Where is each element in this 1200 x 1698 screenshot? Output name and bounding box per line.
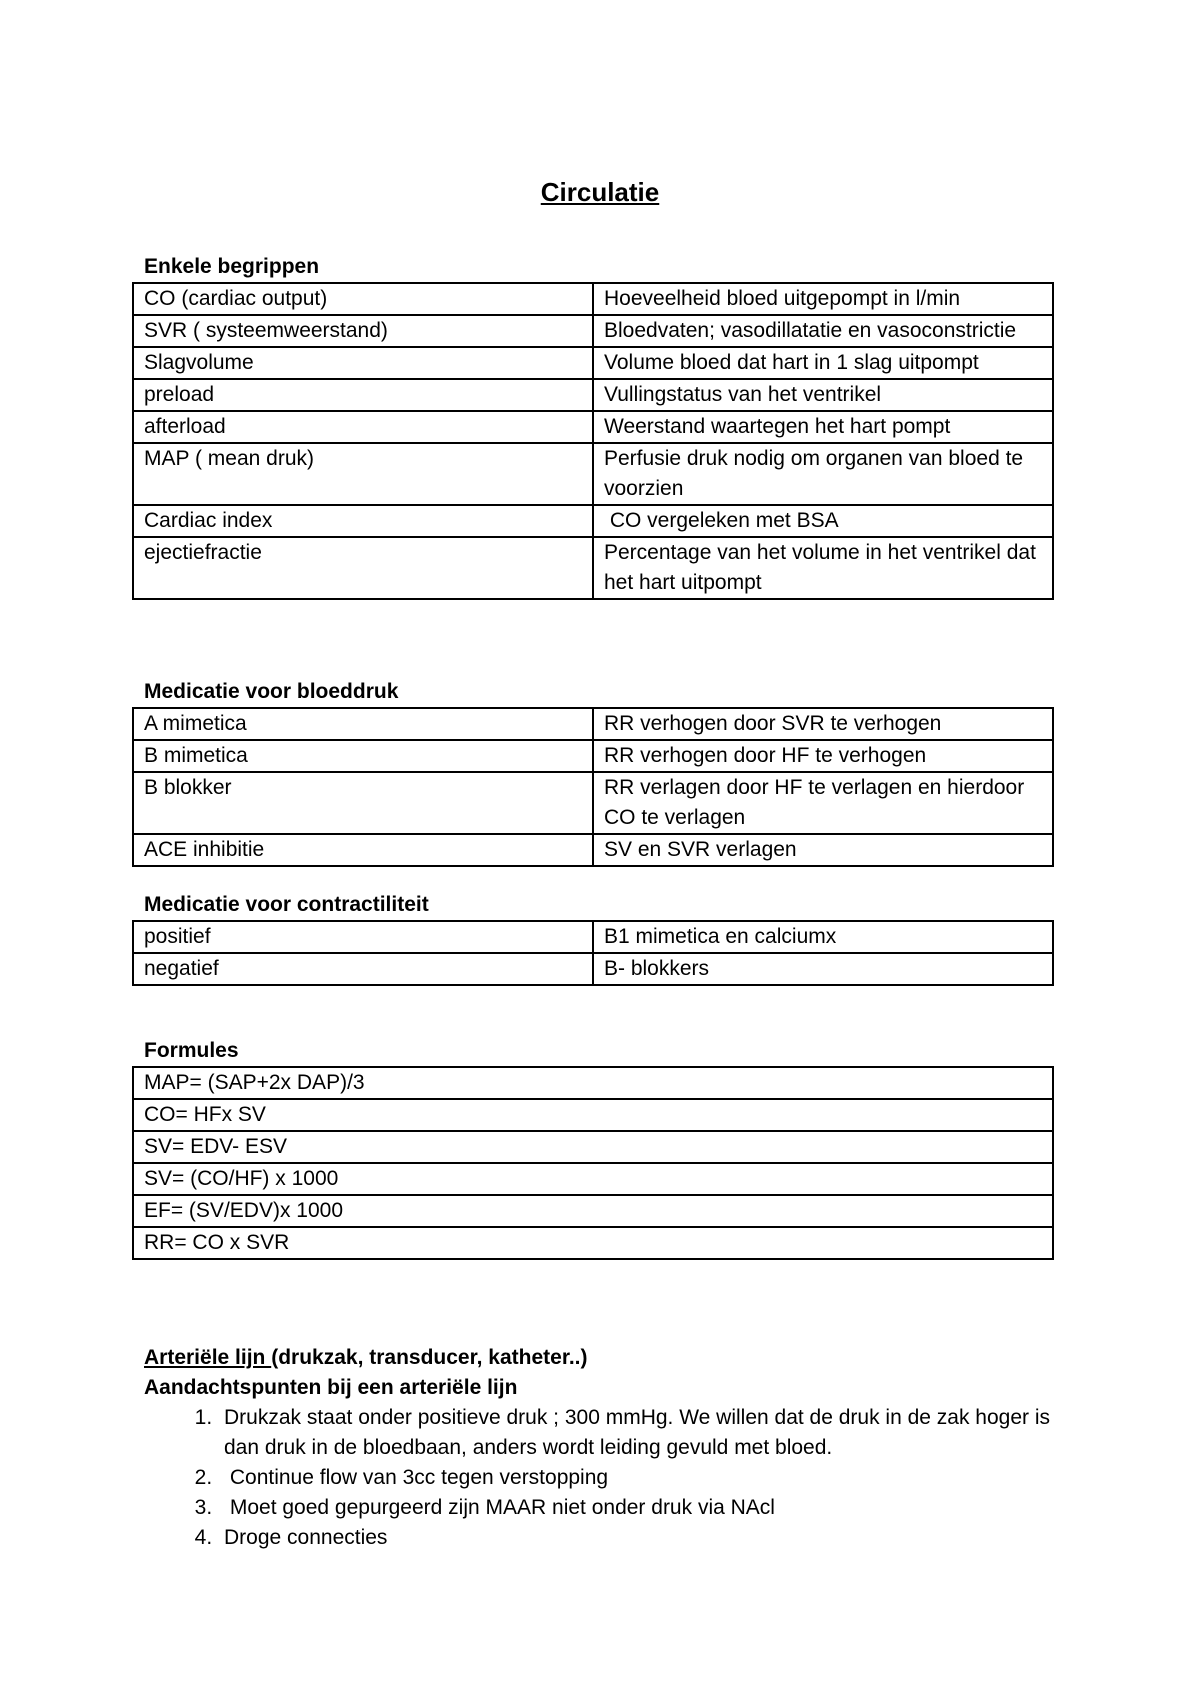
table-row [133, 834, 1053, 866]
term-cell: MAP ( mean druk) [133, 443, 593, 505]
table-row [133, 315, 1053, 347]
formules-table [132, 1066, 1054, 1260]
drug-cell: B- blokkers [593, 953, 1053, 985]
contractiliteit-heading: Medicatie voor contractiliteit [144, 893, 429, 916]
table-row [133, 953, 1053, 985]
effect-cell: RR verhogen door SVR te verhogen [593, 708, 1053, 740]
definition-cell: Bloedvaten; vasodillatatie en vasoconstrictie [593, 315, 1053, 347]
formula-cell: EF= (SV/EDV)x 1000 [133, 1195, 1053, 1227]
table-row [133, 443, 1053, 505]
page-title: Circulatie [540, 177, 660, 207]
drug-cell: ACE inhibitie [133, 834, 593, 866]
term-cell: CO (cardiac output) [133, 283, 593, 315]
formula-cell: RR= CO x SVR [133, 1227, 1053, 1259]
bloeddruk-table [132, 707, 1054, 867]
table-row [133, 921, 1053, 953]
table-row [133, 283, 1053, 315]
term-cell: SVR ( systeemweerstand) [133, 315, 593, 347]
list-item: 4. Droge connecties [218, 1523, 1054, 1553]
contractiliteit-table [132, 920, 1054, 986]
table-row [133, 708, 1053, 740]
definition-cell: Volume bloed dat hart in 1 slag uitpompt [593, 347, 1053, 379]
table-row [133, 411, 1053, 443]
arterieel-section [132, 1343, 1054, 1553]
begrippen-section [132, 252, 1054, 600]
table-row [133, 740, 1053, 772]
table-row [133, 1067, 1053, 1099]
formules-heading: Formules [144, 1039, 239, 1062]
term-cell: Slagvolume [133, 347, 593, 379]
effect-cell: RR verlagen door HF te verlagen en hierdoor CO te verlagen [593, 772, 1053, 834]
term-cell: Cardiac index [133, 505, 593, 537]
effect-cell: SV en SVR verlagen [593, 834, 1053, 866]
definition-cell: Percentage van het volume in het ventrikel dat het hart uitpompt [593, 537, 1053, 599]
effect-type-cell: positief [133, 921, 593, 953]
definition-cell: CO vergeleken met BSA [593, 505, 1053, 537]
formules-section [132, 1036, 1054, 1260]
term-cell: afterload [133, 411, 593, 443]
arterieel-heading-rest: (drukzak, transducer, katheter..) [271, 1346, 588, 1369]
aandachtspunten-list [132, 1403, 1054, 1553]
table-row [133, 505, 1053, 537]
table-row [133, 1163, 1053, 1195]
drug-cell: B blokker [133, 772, 593, 834]
bloeddruk-section [132, 677, 1054, 867]
arterieel-heading-underlined: Arteriële lijn [144, 1346, 272, 1369]
definition-cell: Hoeveelheid bloed uitgepompt in l/min [593, 283, 1053, 315]
begrippen-heading: Enkele begrippen [144, 255, 320, 278]
arterieel-heading [132, 1343, 1054, 1373]
table-row [133, 1131, 1053, 1163]
begrippen-table [132, 282, 1054, 600]
formula-cell: MAP= (SAP+2x DAP)/3 [133, 1067, 1053, 1099]
table-row [133, 347, 1053, 379]
formula-cell: SV= EDV- ESV [133, 1131, 1053, 1163]
effect-type-cell: negatief [133, 953, 593, 985]
definition-cell: Perfusie druk nodig om organen van bloed te voorzien [593, 443, 1053, 505]
table-row [133, 1195, 1053, 1227]
table-row [133, 1227, 1053, 1259]
definition-cell: Vullingstatus van het ventrikel [593, 379, 1053, 411]
contractiliteit-section [132, 890, 1054, 986]
formula-cell: SV= (CO/HF) x 1000 [133, 1163, 1053, 1195]
table-row [133, 537, 1053, 599]
bloeddruk-heading: Medicatie voor bloeddruk [144, 680, 399, 703]
table-row [133, 379, 1053, 411]
list-item: 3. Moet goed gepurgeerd zijn MAAR niet onder druk via NAcl [218, 1493, 1054, 1523]
drug-cell: B mimetica [133, 740, 593, 772]
table-row [133, 1099, 1053, 1131]
drug-cell: A mimetica [133, 708, 593, 740]
list-item: 2. Continue flow van 3cc tegen verstopping [218, 1463, 1054, 1493]
effect-cell: RR verhogen door HF te verhogen [593, 740, 1053, 772]
term-cell: ejectiefractie [133, 537, 593, 599]
term-cell: preload [133, 379, 593, 411]
definition-cell: Weerstand waartegen het hart pompt [593, 411, 1053, 443]
drug-cell: B1 mimetica en calciumx [593, 921, 1053, 953]
list-item: 1. Drukzak staat onder positieve druk ; 300 mmHg. We willen dat de druk in de zak hoger is dan druk in de bloedbaan, anders wordt leiding gevuld met bloed. [218, 1403, 1054, 1463]
arterieel-subheading: Aandachtspunten bij een arteriële lijn [144, 1376, 518, 1399]
table-row [133, 772, 1053, 834]
formula-cell: CO= HFx SV [133, 1099, 1053, 1131]
